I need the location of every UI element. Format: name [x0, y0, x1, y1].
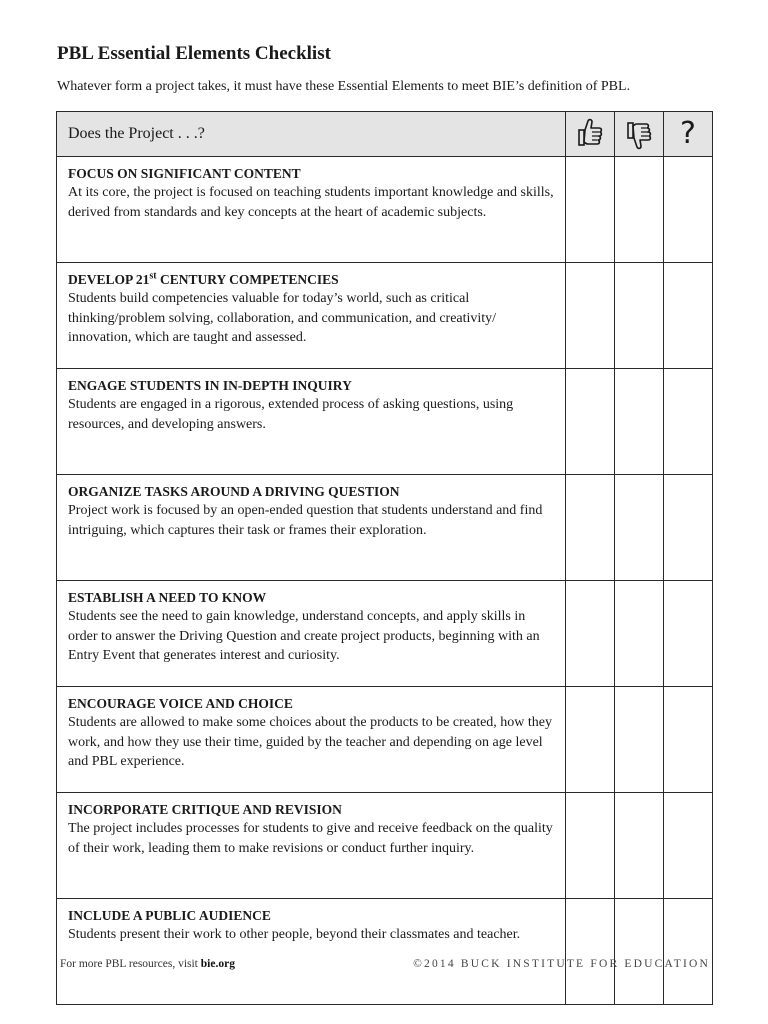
- element-cell: [57, 793, 566, 899]
- element-cell: [57, 475, 566, 581]
- thumbs-down-header: [615, 112, 664, 157]
- thumbs-up-checkbox[interactable]: [566, 581, 615, 687]
- element-cell: [57, 581, 566, 687]
- table-row: [57, 899, 713, 1005]
- intro-text: Whatever form a project takes, it must have these Essential Elements to meet BIE’s definition of PBL.: [57, 79, 631, 94]
- element-description: Students present their work to other people, beyond their classmates and teacher.: [68, 927, 521, 942]
- footer-resources-text: For more PBL resources, visit: [60, 958, 201, 970]
- element-title: FOCUS ON SIGNIFICANT CONTENT: [68, 166, 301, 181]
- table-row: [57, 687, 713, 793]
- table-row: [57, 581, 713, 687]
- thumbs-down-checkbox[interactable]: [615, 687, 664, 793]
- element-title: INCORPORATE CRITIQUE AND REVISION: [68, 802, 342, 817]
- table-row: [57, 369, 713, 475]
- question-checkbox[interactable]: [664, 263, 713, 369]
- element-description: The project includes processes for students to give and receive feedback on the quality of their work, leading them to make revisions or conduct further inquiry.: [68, 821, 553, 856]
- element-description: Students build competencies valuable for today’s world, such as critical thinking/problem solving, collaboration, and communication, and creativity/ innovation, which are taught and assessed.: [68, 291, 497, 345]
- element-title: ESTABLISH A NEED TO KNOW: [68, 590, 267, 605]
- question-checkbox[interactable]: [664, 899, 713, 1005]
- table-row: [57, 263, 713, 369]
- question-checkbox[interactable]: [664, 581, 713, 687]
- element-title-superscript: st: [149, 270, 157, 282]
- element-description: Project work is focused by an open-ended question that students understand and find intriguing, which captures their task or frames their exploration.: [68, 503, 543, 538]
- element-title-part: DEVELOP 21: [68, 272, 150, 287]
- element-description: Students are engaged in a rigorous, extended process of asking questions, using resources, and developing answers.: [68, 397, 514, 432]
- element-title: ENCOURAGE VOICE AND CHOICE: [68, 696, 293, 711]
- thumbs-down-checkbox[interactable]: [615, 899, 664, 1005]
- thumbs-up-checkbox[interactable]: [566, 687, 615, 793]
- element-title-part: CENTURY COMPETENCIES: [156, 272, 339, 287]
- thumbs-up-checkbox[interactable]: [566, 475, 615, 581]
- page-title: PBL Essential Elements Checklist: [57, 43, 331, 64]
- element-cell: [57, 899, 566, 1005]
- question-checkbox[interactable]: [664, 157, 713, 263]
- question-checkbox[interactable]: [664, 687, 713, 793]
- table-header-label: Does the Project . . .?: [57, 112, 566, 157]
- thumbs-down-checkbox[interactable]: [615, 369, 664, 475]
- question-checkbox[interactable]: [664, 793, 713, 899]
- thumbs-down-checkbox[interactable]: [615, 581, 664, 687]
- thumbs-up-checkbox[interactable]: [566, 899, 615, 1005]
- element-description: Students are allowed to make some choices about the products to be created, how they work, and how they use their time, guided by the teacher and depending on age level and PBL experience.: [68, 715, 553, 769]
- footer-copyright: ©2014 BUCK INSTITUTE FOR EDUCATION: [413, 958, 710, 970]
- thumbs-down-checkbox[interactable]: [615, 475, 664, 581]
- question-header: [664, 112, 713, 157]
- footer-resources: [60, 958, 235, 970]
- element-cell: [57, 263, 566, 369]
- thumbs-up-icon: [576, 117, 604, 151]
- footer-link[interactable]: bie.org: [200, 958, 235, 970]
- thumbs-down-checkbox[interactable]: [615, 263, 664, 369]
- question-checkbox[interactable]: [664, 369, 713, 475]
- element-cell: [57, 157, 566, 263]
- thumbs-up-checkbox[interactable]: [566, 263, 615, 369]
- element-title: INCLUDE A PUBLIC AUDIENCE: [68, 908, 271, 923]
- question-mark-icon: ?: [680, 116, 696, 151]
- table-row: [57, 475, 713, 581]
- thumbs-down-checkbox[interactable]: [615, 793, 664, 899]
- thumbs-down-checkbox[interactable]: [615, 157, 664, 263]
- thumbs-down-icon: [625, 117, 653, 151]
- element-cell: [57, 687, 566, 793]
- element-title: [68, 271, 554, 289]
- checklist-table: [56, 111, 713, 1005]
- thumbs-up-checkbox[interactable]: [566, 157, 615, 263]
- thumbs-up-checkbox[interactable]: [566, 369, 615, 475]
- element-description: Students see the need to gain knowledge, understand concepts, and apply skills in order to answer the Driving Question and create project products, beginning with an Entry Event that generates interest and curiosity.: [68, 609, 540, 663]
- element-cell: [57, 369, 566, 475]
- question-checkbox[interactable]: [664, 475, 713, 581]
- table-row: [57, 157, 713, 263]
- element-description: At its core, the project is focused on teaching students important knowledge and skills, derived from standards and key concepts at the heart of academic subjects.: [68, 185, 554, 220]
- thumbs-up-header: [566, 112, 615, 157]
- thumbs-up-checkbox[interactable]: [566, 793, 615, 899]
- table-header-row: [57, 112, 713, 157]
- element-title: ORGANIZE TASKS AROUND A DRIVING QUESTION: [68, 484, 400, 499]
- table-row: [57, 793, 713, 899]
- element-title: ENGAGE STUDENTS IN IN-DEPTH INQUIRY: [68, 378, 352, 393]
